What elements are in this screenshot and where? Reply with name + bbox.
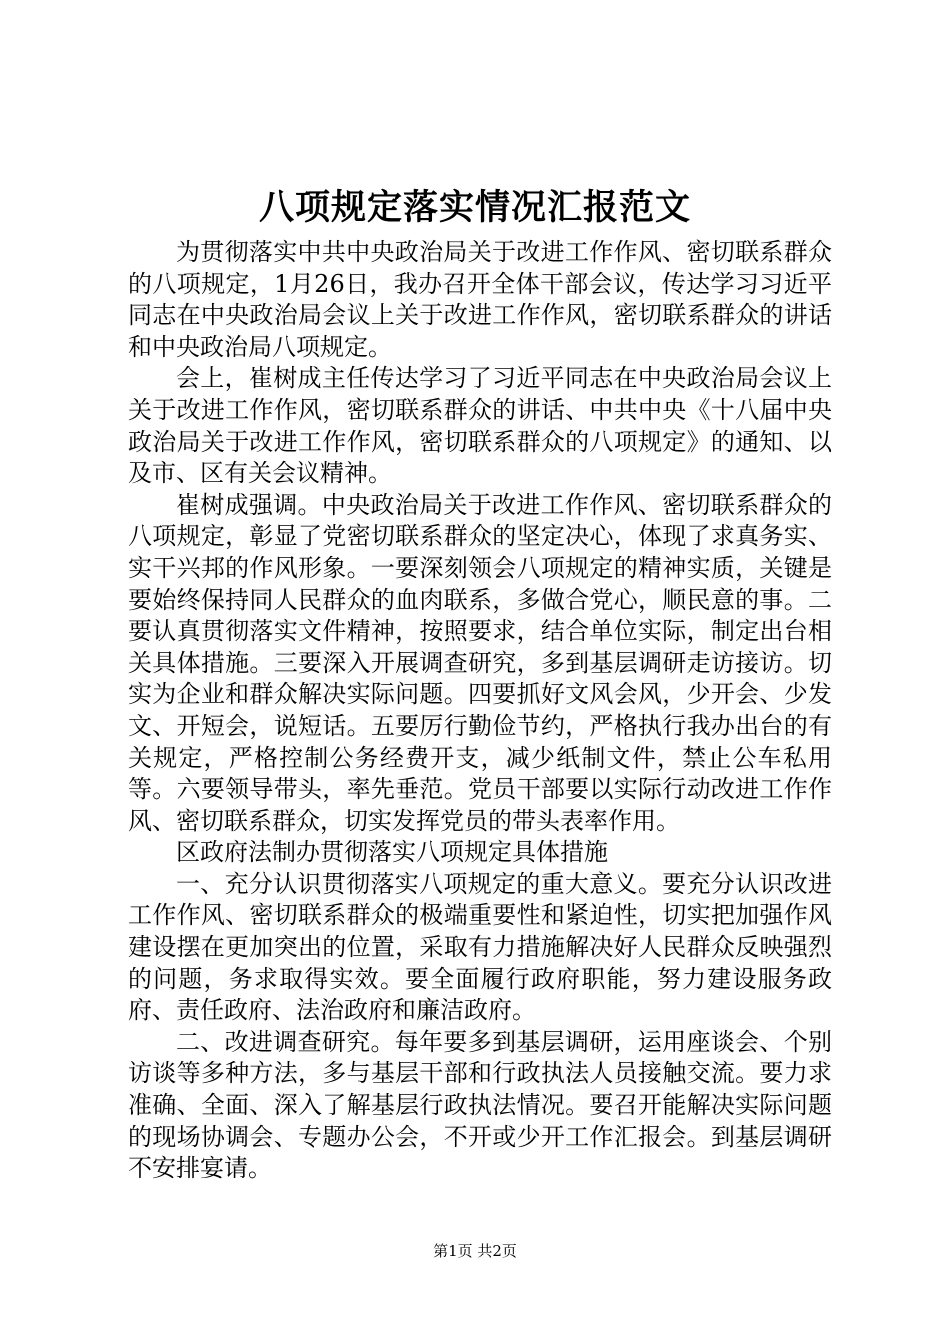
paragraph: 为贯彻落实中共中央政治局关于改进工作作风、密切联系群众的八项规定，1月26日，我办召开全体干部会议，传达学习习近平同志在中央政治局会议上关于改进工作作风，密切联系群众的讲话和中央政治局八项规定。 bbox=[128, 238, 832, 361]
paragraph: 二、改进调查研究。每年要多到基层调研，运用座谈会、个别访谈等多种方法，多与基层干部和行政执法人员接触交流。要力求准确、全面、深入了解基层行政执法情况。要召开能解决实际问题的现场协调会、专题办公会，不开或少开工作汇报会。到基层调研不安排宴请。 bbox=[128, 1027, 832, 1183]
paragraph: 崔树成强调。中央政治局关于改进工作作风、密切联系群众的八项规定，彰显了党密切联系群众的坚定决心，体现了求真务实、实干兴邦的作风形象。一要深刻领会八项规定的精神实质，关键是要始终保持同人民群众的血肉联系，多做合党心，顺民意的事。二要认真贯彻落实文件精神，按照要求，结合单位实际，制定出台相关具体措施。三要深入开展调查研究，多到基层调研走访接访。切实为企业和群众解决实际问题。四要抓好文风会风，少开会、少发文、开短会，说短话。五要厉行勤俭节约，严格执行我办出台的有关规定，严格控制公务经费开支，减少纸制文件，禁止公车私用等。六要领导带头，率先垂范。党员干部要以实际行动改进工作作风、密切联系群众，切实发挥党员的带头表率作用。 bbox=[128, 490, 832, 835]
paragraph: 会上，崔树成主任传达学习了习近平同志在中央政治局会议上关于改进工作作风，密切联系群众的讲话、中共中央《十八届中央政治局关于改进工作作风，密切联系群众的八项规定》的通知、以及市、区有关会议精神。 bbox=[128, 364, 832, 488]
paragraph: 一、充分认识贯彻落实八项规定的重大意义。要充分认识改进工作作风、密切联系群众的极端重要性和紧迫性，切实把加强作风建设摆在更加突出的位置，采取有力措施解决好人民群众反映强烈的问题，务求取得实效。要全面履行政府职能，努力建设服务政府、责任政府、法治政府和廉洁政府。 bbox=[128, 869, 832, 1025]
document-title: 八项规定落实情况汇报范文 bbox=[258, 187, 691, 228]
page-number-footer: 第1页 共2页 bbox=[433, 1242, 517, 1260]
document-body bbox=[128, 237, 832, 1185]
section-heading: 区政府法制办贯彻落实八项规定具体措施 bbox=[176, 838, 608, 867]
